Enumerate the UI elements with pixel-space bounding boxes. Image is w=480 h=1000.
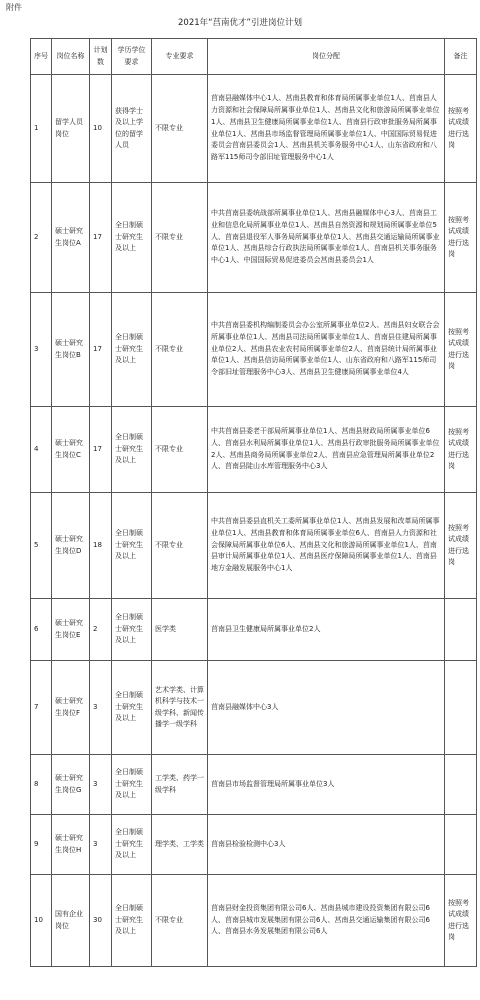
row-degree: 全日制硕士研究生及以上: [112, 815, 152, 875]
row-degree: 获得学士及以上学位的留学人员: [112, 75, 152, 183]
row-note: [445, 755, 477, 815]
header-degree: 学历学位要求: [112, 39, 152, 75]
table-row: [31, 875, 477, 967]
row-post: 留学人员岗位: [52, 75, 90, 183]
row-note: [445, 815, 477, 875]
row-count: 3: [90, 661, 112, 755]
row-post: 硕士研究生岗位C: [52, 407, 90, 493]
row-distribution: 中共莒南县委统战部所属事业单位1人、莒南县融媒体中心3人、莒南县工业和信息化局所属事业单位1人、莒南县自然资源和规划局所属事业单位5人、莒南县退役军人事务局所属事业单位1人、莒南县交通运输局所属事业单位1人、莒南县综合行政执法局所属事业单位1人、莒南县机关事务服务中心1人、中国国际贸易促进委员会莒南县委员会1人: [208, 183, 445, 293]
row-post: 硕士研究生岗位G: [52, 755, 90, 815]
table-row: [31, 183, 477, 293]
row-note: 按照考试成绩进行选岗: [445, 183, 477, 293]
row-major: 不限专业: [152, 407, 208, 493]
header-count: 计划数: [90, 39, 112, 75]
header-post: 岗位名称: [52, 39, 90, 75]
row-count: 17: [90, 407, 112, 493]
header-no: 序号: [31, 39, 52, 75]
row-no: 4: [31, 407, 52, 493]
recruitment-plan-table: [30, 38, 477, 967]
row-no: 7: [31, 661, 52, 755]
row-major: 工学类、药学一级学科: [152, 755, 208, 815]
row-no: 1: [31, 75, 52, 183]
table-row: [31, 599, 477, 661]
row-no: 6: [31, 599, 52, 661]
table-row: [31, 75, 477, 183]
row-major: 不限专业: [152, 293, 208, 407]
row-no: 9: [31, 815, 52, 875]
row-post: 硕士研究生岗位B: [52, 293, 90, 407]
row-post: 硕士研究生岗位E: [52, 599, 90, 661]
row-distribution: 莒南县卫生健康局所属事业单位2人: [208, 599, 445, 661]
table-row: [31, 755, 477, 815]
row-degree: 全日制硕士研究生及以上: [112, 661, 152, 755]
row-count: 2: [90, 599, 112, 661]
row-major: 理学类、工学类: [152, 815, 208, 875]
table-row: [31, 661, 477, 755]
row-distribution: 莒南县检验检测中心3人: [208, 815, 445, 875]
row-post: 硕士研究生岗位A: [52, 183, 90, 293]
row-distribution: 莒南县市场监督管理局所属事业单位3人: [208, 755, 445, 815]
row-degree: 全日制硕士研究生及以上: [112, 183, 152, 293]
row-note: 按照考试成绩进行选岗: [445, 293, 477, 407]
row-major: 不限专业: [152, 493, 208, 599]
row-degree: 全日制硕士研究生及以上: [112, 755, 152, 815]
row-major: 艺术学类、计算机科学与技术一级学科、新闻传播学一级学科: [152, 661, 208, 755]
row-count: 3: [90, 815, 112, 875]
header-note: 备注: [445, 39, 477, 75]
row-degree: 全日制硕士研究生及以上: [112, 875, 152, 967]
row-degree: 全日制硕士研究生及以上: [112, 293, 152, 407]
row-no: 3: [31, 293, 52, 407]
row-distribution: 中共莒南县委机构编制委员会办公室所属事业单位2人、莒南县妇女联合会所属事业单位1人、莒南县司法局所属事业单位1人、莒南县住建局所属事业单位2人、莒南县农业农村局所属事业单位2人、莒南县统计局所属事业单位1人、莒南县信访局所属事业单位1人、山东省政府和八路军115师司令部旧址管理服务中心3人、莒南县卫生健康局所属事业单位4人: [208, 293, 445, 407]
row-distribution: 中共莒南县委老干部局所属事业单位1人、莒南县财政局所属事业单位6人、莒南县水利局所属事业单位1人、莒南县行政审批服务局所属事业单位2人、莒南县商务局所属事业单位2人、莒南县应急管理局所属事业单位2人、莒南县陡山水库管理服务中心3人: [208, 407, 445, 493]
row-count: 10: [90, 75, 112, 183]
row-major: 不限专业: [152, 875, 208, 967]
row-distribution: 莒南县融媒体中心1人、莒南县教育和体育局所属事业单位1人、莒南县人力资源和社会保障局所属事业单位1人、莒南县文化和旅游局所属事业单位1人、莒南县卫生健康局所属事业单位1人、莒南县行政审批服务局所属事业单位1人、莒南县市场监督管理局所属事业单位1人、中国国际贸易促进委员会莒南县委员会1人、莒南县机关事务服务中心1人、山东省政府和八路军115师司令部旧址管理服务中心1人: [208, 75, 445, 183]
row-note: 按照考试成绩进行选岗: [445, 875, 477, 967]
row-note: 按照考试成绩进行选岗: [445, 493, 477, 599]
table-row: [31, 293, 477, 407]
row-no: 10: [31, 875, 52, 967]
row-count: 3: [90, 755, 112, 815]
table-row: [31, 407, 477, 493]
row-note: 按照考试成绩进行选岗: [445, 407, 477, 493]
row-distribution: 中共莒南县委县直机关工委所属事业单位1人、莒南县发展和改革局所属事业单位1人、莒南县教育和体育局所属事业单位6人、莒南县人力资源和社会保障局所属事业单位6人、莒南县文化和旅游局所属事业单位1人、莒南县审计局所属事业单位1人、莒南县医疗保障局所属事业单位1人、莒南县地方金融发展服务中心1人: [208, 493, 445, 599]
row-major: 不限专业: [152, 75, 208, 183]
row-count: 17: [90, 183, 112, 293]
row-note: [445, 661, 477, 755]
row-no: 5: [31, 493, 52, 599]
header-distribution: 岗位分配: [208, 39, 445, 75]
row-post: 硕士研究生岗位H: [52, 815, 90, 875]
row-degree: 全日制硕士研究生及以上: [112, 599, 152, 661]
row-count: 30: [90, 875, 112, 967]
row-count: 17: [90, 293, 112, 407]
page-title: 2021年“莒南优才”引进岗位计划: [178, 18, 302, 28]
table-row: [31, 493, 477, 599]
row-distribution: 莒南县财金投资集团有限公司6人、莒南县城市建设投资集团有限公司6人、莒南县城市发展集团有限公司6人、莒南县交通运输集团有限公司6人、莒南县水务发展集团有限公司6人: [208, 875, 445, 967]
row-degree: 全日制硕士研究生及以上: [112, 493, 152, 599]
row-distribution: 莒南县融媒体中心3人: [208, 661, 445, 755]
row-no: 8: [31, 755, 52, 815]
row-note: 按照考试成绩进行选岗: [445, 75, 477, 183]
row-major: 不限专业: [152, 183, 208, 293]
table-row: [31, 815, 477, 875]
row-post: 硕士研究生岗位F: [52, 661, 90, 755]
row-count: 18: [90, 493, 112, 599]
row-major: 医学类: [152, 599, 208, 661]
row-no: 2: [31, 183, 52, 293]
row-post: 硕士研究生岗位D: [52, 493, 90, 599]
row-note: [445, 599, 477, 661]
attachment-label: 附件: [6, 3, 22, 12]
table-header-row: [31, 39, 477, 75]
row-post: 国有企业岗位: [52, 875, 90, 967]
row-degree: 全日制硕士研究生及以上: [112, 407, 152, 493]
header-major: 专业要求: [152, 39, 208, 75]
